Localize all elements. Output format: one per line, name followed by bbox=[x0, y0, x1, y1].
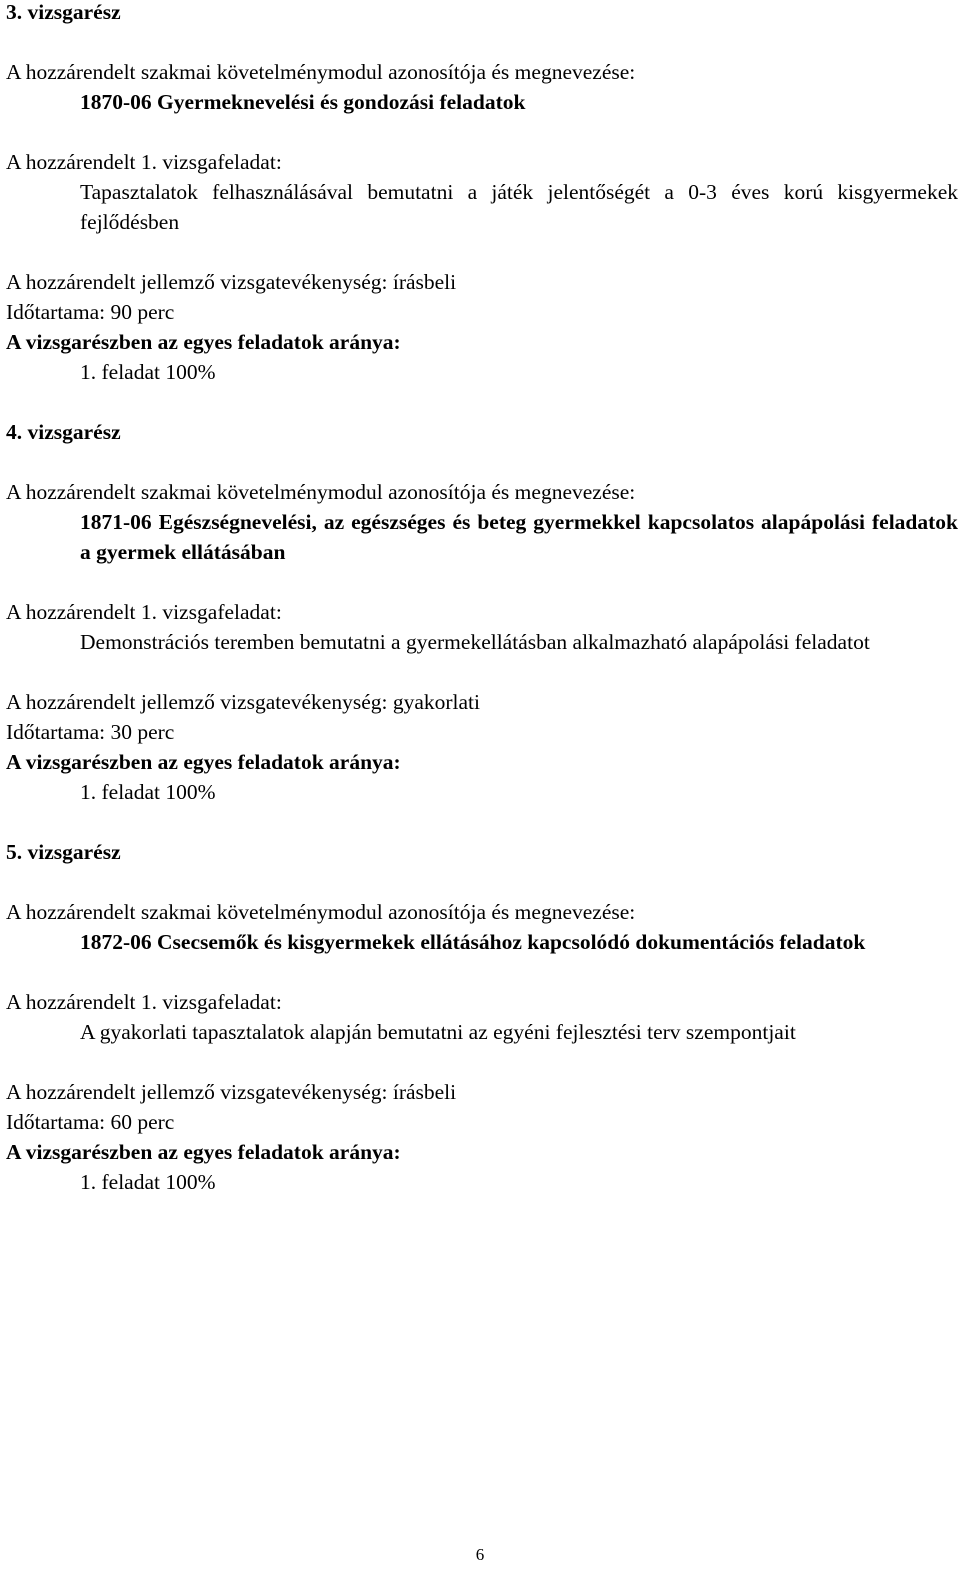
duration: Időtartama: 60 perc bbox=[6, 1110, 175, 1134]
module-name: 1872-06 Csecsemők és kisgyermekek ellátásához kapcsolódó dokumentációs feladatok bbox=[80, 930, 866, 954]
section-heading: 3. vizsgarész bbox=[6, 0, 121, 24]
task-label: A hozzárendelt 1. vizsgafeladat: bbox=[6, 600, 282, 624]
duration: Időtartama: 30 perc bbox=[6, 720, 175, 744]
section-heading: 4. vizsgarész bbox=[6, 420, 121, 444]
exam-activity: A hozzárendelt jellemző vizsgatevékenység: írásbeli bbox=[6, 1080, 457, 1104]
task-block bbox=[6, 147, 958, 237]
exam-part-3 bbox=[6, 0, 958, 387]
document-page bbox=[6, 0, 958, 1197]
ratio-label: A vizsgarészben az egyes feladatok aránya: bbox=[6, 1140, 401, 1164]
ratio-block bbox=[6, 1137, 958, 1197]
ratio-block bbox=[6, 327, 958, 387]
ratio-label: A vizsgarészben az egyes feladatok aránya: bbox=[6, 330, 401, 354]
task-label: A hozzárendelt 1. vizsgafeladat: bbox=[6, 150, 282, 174]
exam-part-4 bbox=[6, 417, 958, 807]
ratio-value: 1. feladat 100% bbox=[80, 360, 216, 384]
module-block bbox=[6, 477, 958, 567]
module-label: A hozzárendelt szakmai követelménymodul azonosítója és megnevezése: bbox=[6, 480, 636, 504]
duration: Időtartama: 90 perc bbox=[6, 300, 175, 324]
page-number: 6 bbox=[475, 1545, 485, 1564]
ratio-label: A vizsgarészben az egyes feladatok aránya: bbox=[6, 750, 401, 774]
module-label: A hozzárendelt szakmai követelménymodul azonosítója és megnevezése: bbox=[6, 60, 636, 84]
module-name: 1871-06 Egészségnevelési, az egészséges és beteg gyermekkel kapcsolatos alapápolási feladatok a gyermek ellátásában bbox=[80, 510, 958, 564]
task-label: A hozzárendelt 1. vizsgafeladat: bbox=[6, 990, 282, 1014]
section-heading: 5. vizsgarész bbox=[6, 840, 121, 864]
task-description: Demonstrációs teremben bemutatni a gyermekellátásban alkalmazható alapápolási feladatot bbox=[80, 630, 870, 654]
task-description: A gyakorlati tapasztalatok alapján bemutatni az egyéni fejlesztési terv szempontjait bbox=[80, 1020, 796, 1044]
module-block bbox=[6, 57, 958, 117]
exam-activity: A hozzárendelt jellemző vizsgatevékenység: írásbeli bbox=[6, 270, 457, 294]
ratio-value: 1. feladat 100% bbox=[80, 1170, 216, 1194]
task-description: Tapasztalatok felhasználásával bemutatni a játék jelentőségét a 0-3 éves korú kisgyermekek fejlődésben bbox=[80, 180, 958, 234]
module-name: 1870-06 Gyermeknevelési és gondozási feladatok bbox=[80, 90, 526, 114]
ratio-block bbox=[6, 747, 958, 807]
module-label: A hozzárendelt szakmai követelménymodul azonosítója és megnevezése: bbox=[6, 900, 636, 924]
exam-part-5 bbox=[6, 837, 958, 1197]
task-block bbox=[6, 597, 958, 657]
module-block bbox=[6, 897, 958, 957]
task-block bbox=[6, 987, 958, 1047]
ratio-value: 1. feladat 100% bbox=[80, 780, 216, 804]
exam-activity: A hozzárendelt jellemző vizsgatevékenység: gyakorlati bbox=[6, 690, 481, 714]
